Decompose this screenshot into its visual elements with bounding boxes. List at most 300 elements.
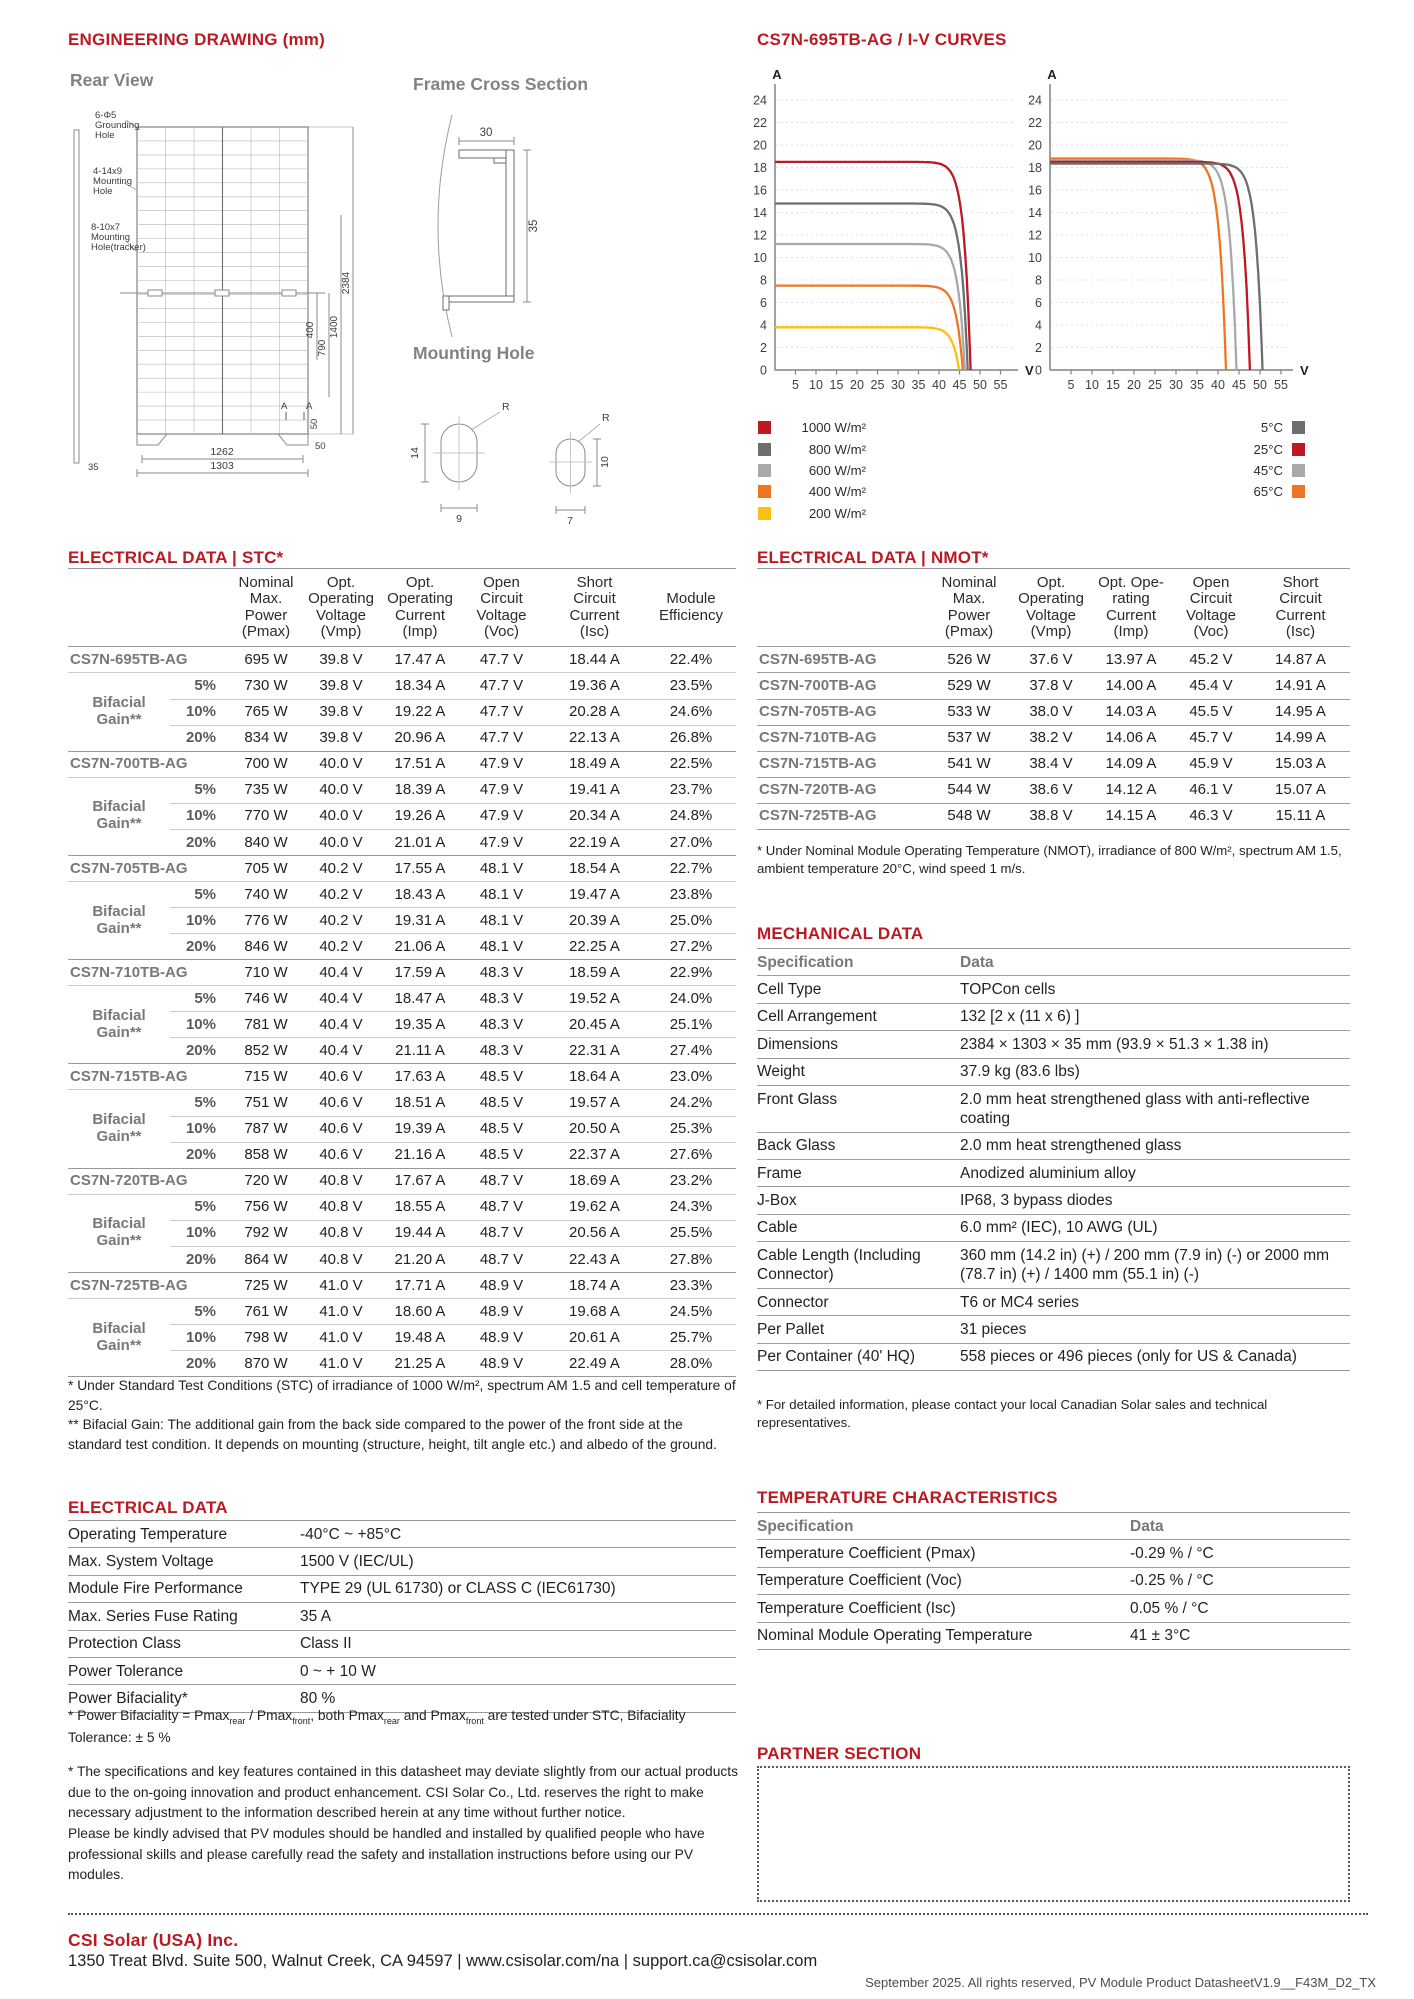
nmot-value: 15.03 A (1251, 751, 1350, 777)
stc-value: 47.9 V (460, 803, 543, 829)
legend-swatch (758, 443, 771, 456)
spec-row (757, 1058, 1350, 1085)
iv-chart-irradiance (753, 67, 1034, 392)
callout-tracker: 8-10x7 (91, 222, 121, 233)
spec-row (757, 1132, 1350, 1159)
legend-swatch (758, 421, 771, 434)
stc-column-header: Module Efficiency (646, 569, 736, 647)
stc-value: 48.9 V (460, 1325, 543, 1351)
spec-label: Cell Arrangement (757, 1003, 960, 1030)
stc-value: 776 W (230, 908, 302, 934)
nmot-value: 14.03 A (1091, 699, 1171, 725)
nmot-value: 46.3 V (1171, 803, 1251, 829)
footer-company: CSI Solar (USA) Inc. (68, 1930, 239, 1950)
y-tick-label: 18 (753, 161, 767, 175)
y-tick-label: 14 (1028, 206, 1042, 220)
model-name: CS7N-710TB-AG (757, 725, 927, 751)
iv-curve (775, 327, 959, 370)
stc-value: 19.48 A (380, 1325, 460, 1351)
y-tick-label: 6 (1035, 296, 1042, 310)
dim-2384: 2384 (341, 271, 352, 295)
nmot-value: 45.5 V (1171, 699, 1251, 725)
stc-value: 47.7 V (460, 673, 543, 699)
x-tick-label: 25 (1148, 378, 1162, 392)
spec-value: 132 [2 x (11 x 6) ] (960, 1003, 1350, 1030)
gain-percent: 20% (170, 1038, 230, 1064)
nmot-value: 14.87 A (1251, 647, 1350, 673)
stc-value: 48.5 V (460, 1116, 543, 1142)
gain-percent: 20% (170, 829, 230, 855)
nmot-header-row (757, 569, 1350, 647)
stc-value: 21.16 A (380, 1142, 460, 1168)
x-tick-label: 10 (809, 378, 823, 392)
nmot-value: 37.6 V (1011, 647, 1091, 673)
spec-header-row (757, 1513, 1350, 1540)
nmot-value: 45.7 V (1171, 725, 1251, 751)
model-name: CS7N-695TB-AG (757, 647, 927, 673)
stc-value: 695 W (230, 647, 302, 673)
stc-value: 710 W (230, 960, 302, 986)
stc-value: 18.44 A (543, 647, 646, 673)
spec-value: 31 pieces (960, 1316, 1350, 1343)
legend-item (1155, 481, 1305, 502)
stc-value: 700 W (230, 751, 302, 777)
nmot-value: 45.9 V (1171, 751, 1251, 777)
nmot-value: 38.8 V (1011, 803, 1091, 829)
electrical-table (68, 1520, 736, 1713)
stc-value: 840 W (230, 829, 302, 855)
stc-value: 22.49 A (543, 1351, 646, 1377)
stc-value: 23.2% (646, 1168, 736, 1194)
x-tick-label: 55 (1274, 378, 1288, 392)
temperature-table-container (757, 1512, 1350, 1650)
stc-value: 20.56 A (543, 1220, 646, 1246)
spec-row (757, 1622, 1350, 1649)
stc-value: 22.37 A (543, 1142, 646, 1168)
nmot-row (757, 673, 1350, 699)
spec-row (757, 1316, 1350, 1343)
spec-row (757, 1595, 1350, 1622)
model-name: CS7N-700TB-AG (757, 673, 927, 699)
stc-value: 20.34 A (543, 803, 646, 829)
stc-value: 751 W (230, 1090, 302, 1116)
gain-percent: 10% (170, 1325, 230, 1351)
nmot-value: 14.12 A (1091, 777, 1171, 803)
gain-percent: 10% (170, 908, 230, 934)
model-name: CS7N-695TB-AG (68, 647, 230, 673)
y-tick-label: 4 (760, 318, 767, 333)
bifacial-gain-label: Bifacial Gain** (68, 1298, 170, 1376)
gain-percent: 10% (170, 1012, 230, 1038)
stc-value: 25.5% (646, 1220, 736, 1246)
dim-30: 30 (479, 127, 493, 139)
frame-cross-profile (443, 150, 514, 310)
nmot-value: 13.97 A (1091, 647, 1171, 673)
stc-value: 26.8% (646, 725, 736, 751)
stc-value: 22.13 A (543, 725, 646, 751)
nmot-value: 46.1 V (1171, 777, 1251, 803)
stc-value: 19.41 A (543, 777, 646, 803)
spec-value: 1500 V (IEC/UL) (300, 1548, 736, 1575)
nmot-value: 537 W (927, 725, 1011, 751)
stc-value: 705 W (230, 855, 302, 881)
stc-value: 23.0% (646, 1064, 736, 1090)
spec-row (68, 1603, 736, 1630)
stc-value: 47.9 V (460, 751, 543, 777)
stc-value: 17.55 A (380, 855, 460, 881)
legend-label: 25°C (1253, 441, 1283, 457)
dim-50a: 50 (309, 418, 320, 430)
stc-header-row (68, 569, 736, 647)
iv-curves-title: CS7N-695TB-AG / I-V CURVES (757, 30, 1007, 49)
stc-value: 770 W (230, 803, 302, 829)
stc-value: 48.7 V (460, 1194, 543, 1220)
stc-value: 864 W (230, 1246, 302, 1272)
spec-value: 80 % (300, 1685, 736, 1712)
side-profile (74, 130, 79, 463)
nmot-value: 45.4 V (1171, 673, 1251, 699)
model-name: CS7N-715TB-AG (757, 751, 927, 777)
svg-text:Mounting: Mounting (93, 176, 133, 187)
model-name: CS7N-725TB-AG (757, 803, 927, 829)
stc-value: 24.6% (646, 699, 736, 725)
gain-percent: 20% (170, 1246, 230, 1272)
stc-value: 22.19 A (543, 829, 646, 855)
stc-value: 17.67 A (380, 1168, 460, 1194)
svg-text:Mounting: Mounting (91, 232, 131, 243)
legend-label: 5°C (1260, 420, 1283, 436)
stc-value: 40.0 V (302, 751, 380, 777)
gain-percent: 5% (170, 881, 230, 907)
stc-value: 40.0 V (302, 777, 380, 803)
x-tick-label: 20 (850, 378, 864, 392)
spec-label: Connector (757, 1288, 960, 1315)
nmot-column-header: Nominal Max. Power (Pmax) (927, 569, 1011, 647)
stc-value: 48.1 V (460, 881, 543, 907)
x-tick-label: 10 (1085, 378, 1099, 392)
nmot-column-header: Short Circuit Current (Isc) (1251, 569, 1350, 647)
stc-value: 27.2% (646, 934, 736, 960)
stc-value: 48.7 V (460, 1246, 543, 1272)
y-tick-label: 12 (1028, 228, 1042, 243)
x-tick-label: 30 (1169, 378, 1183, 392)
frame-cross-section-label: Frame Cross Section (413, 74, 589, 94)
y-tick-label: 20 (753, 138, 767, 153)
spec-column-header: Specification (757, 953, 854, 971)
y-axis-unit: A (1047, 67, 1057, 82)
nmot-value: 541 W (927, 751, 1011, 777)
spec-value: 0 ~ + 10 W (300, 1658, 736, 1685)
stc-heading: ELECTRICAL DATA | STC* (68, 548, 284, 567)
stc-value: 48.5 V (460, 1064, 543, 1090)
stc-value: 765 W (230, 699, 302, 725)
section-mark-a1: A (281, 401, 288, 412)
mounting-hole-label: Mounting Hole (413, 343, 535, 363)
stc-value: 715 W (230, 1064, 302, 1090)
stc-value: 19.47 A (543, 881, 646, 907)
stc-value: 17.59 A (380, 960, 460, 986)
stc-value: 25.3% (646, 1116, 736, 1142)
spec-label: Temperature Coefficient (Isc) (757, 1595, 1130, 1622)
stc-footnotes (68, 1376, 736, 1454)
disclaimer-paragraph: * The specifications and key features contained in this datasheet may deviate slightly from our actual products due to the on-going innovation and product enhancement. CSI Solar Co., Ltd. reserves the right to make necessary adjustment to the information described herein at any time without further notice. (68, 1764, 739, 1821)
footer-address: 1350 Treat Blvd. Suite 500, Walnut Creek, CA 94597 | www.csisolar.com/na | support.ca@csisolar.com (68, 1952, 818, 1970)
stc-value: 740 W (230, 881, 302, 907)
dim-50b: 50 (315, 441, 326, 452)
spec-value: 2.0 mm heat strengthened glass with anti-reflective coating (960, 1086, 1350, 1133)
stc-value: 40.2 V (302, 908, 380, 934)
nmot-value: 37.8 V (1011, 673, 1091, 699)
legend-item (1155, 460, 1305, 481)
svg-text:Hole(tracker): Hole(tracker) (91, 242, 146, 253)
spec-value: 41 ± 3°C (1130, 1622, 1350, 1649)
legend-swatch (758, 464, 771, 477)
dim-35: 35 (88, 462, 99, 473)
stc-value: 20.39 A (543, 908, 646, 934)
stc-value: 834 W (230, 725, 302, 751)
stc-value: 20.50 A (543, 1116, 646, 1142)
nmot-value: 15.11 A (1251, 803, 1350, 829)
footer-divider (68, 1913, 1368, 1915)
stc-value: 23.7% (646, 777, 736, 803)
legend-swatch (758, 507, 771, 520)
nmot-table-container (757, 568, 1350, 830)
y-tick-label: 16 (753, 183, 767, 198)
section-mark-a2: A (306, 401, 313, 412)
spec-header-row (757, 949, 1350, 976)
electrical-footnote: * Power Bifaciality = Pmax$_{rear}$ / Pmax$_{front}$, both Pmax$_{rear}$ and Pmax$_{front}$ are tested under STC, Bifaciality Tolerance: ± 5 % (68, 1708, 686, 1745)
stc-value: 18.43 A (380, 881, 460, 907)
mechanical-table (757, 948, 1350, 1371)
spec-label: Power Tolerance (68, 1658, 300, 1685)
nmot-column-header: Opt. Operating Voltage (Vmp) (1011, 569, 1091, 647)
stc-value: 22.4% (646, 647, 736, 673)
stc-value: 19.36 A (543, 673, 646, 699)
y-tick-label: 12 (753, 228, 767, 243)
spec-row (757, 1343, 1350, 1370)
callout-grounding: 6-Φ5 (95, 110, 117, 121)
stc-value: 47.7 V (460, 647, 543, 673)
stc-table (68, 568, 736, 1377)
stc-value: 20.28 A (543, 699, 646, 725)
stc-model-row (68, 1272, 736, 1298)
x-tick-label: 50 (1253, 378, 1267, 392)
spec-value: IP68, 3 bypass diodes (960, 1187, 1350, 1214)
stc-value: 40.6 V (302, 1064, 380, 1090)
stc-value: 19.35 A (380, 1012, 460, 1038)
spec-label: Module Fire Performance (68, 1575, 300, 1602)
stc-table-container (68, 568, 736, 1377)
stc-model-row (68, 855, 736, 881)
stc-gain-row (68, 777, 736, 803)
x-tick-label: 45 (952, 378, 967, 392)
spec-row (68, 1575, 736, 1602)
x-tick-label: 55 (993, 378, 1008, 392)
spec-label: Dimensions (757, 1031, 960, 1058)
x-tick-label: 45 (1232, 378, 1246, 392)
gain-percent: 10% (170, 803, 230, 829)
y-tick-label: 6 (760, 296, 767, 310)
spec-value: Class II (300, 1630, 736, 1657)
stc-value: 27.0% (646, 829, 736, 855)
iv-chart-temperature (1028, 67, 1309, 392)
nmot-value: 548 W (927, 803, 1011, 829)
stc-value: 47.9 V (460, 777, 543, 803)
gain-percent: 20% (170, 934, 230, 960)
iv-curve (775, 162, 971, 370)
svg-text:Grounding: Grounding (95, 120, 140, 131)
stc-value: 725 W (230, 1272, 302, 1298)
stc-value: 846 W (230, 934, 302, 960)
bifacial-gain-label: Bifacial Gain** (68, 881, 170, 959)
stc-value: 39.8 V (302, 647, 380, 673)
stc-value: 48.9 V (460, 1351, 543, 1377)
spec-label: Max. System Voltage (68, 1548, 300, 1575)
x-tick-label: 25 (870, 378, 885, 392)
spec-label: Max. Series Fuse Rating (68, 1603, 300, 1630)
mechanical-heading: MECHANICAL DATA (757, 924, 924, 943)
radius-label-1: R (502, 401, 510, 413)
temperature-legend (1155, 417, 1305, 503)
spec-row (68, 1630, 736, 1657)
spec-value: T6 or MC4 series (960, 1288, 1350, 1315)
stc-value: 47.7 V (460, 699, 543, 725)
stc-value: 21.01 A (380, 829, 460, 855)
y-tick-label: 14 (753, 206, 767, 220)
stc-value: 858 W (230, 1142, 302, 1168)
gain-percent: 5% (170, 777, 230, 803)
model-name: CS7N-720TB-AG (757, 777, 927, 803)
callout-mounting: 4-14x9 (93, 166, 123, 177)
stc-value: 761 W (230, 1298, 302, 1324)
model-name: CS7N-705TB-AG (757, 699, 927, 725)
y-tick-label: 8 (760, 273, 767, 288)
x-tick-label: 15 (1106, 378, 1120, 392)
stc-value: 40.2 V (302, 881, 380, 907)
spec-row (68, 1548, 736, 1575)
nmot-value: 526 W (927, 647, 1011, 673)
dim-7: 7 (567, 515, 573, 527)
nmot-value: 45.2 V (1171, 647, 1251, 673)
disclaimer-paragraph: Please be kindly advised that PV modules should be handled and installed by qualified people who have professional skills and please carefully read the safety and installation instructions before using our PV modules. (68, 1826, 705, 1883)
stc-value: 48.1 V (460, 934, 543, 960)
stc-value: 25.1% (646, 1012, 736, 1038)
stc-value: 720 W (230, 1168, 302, 1194)
spec-row (757, 1086, 1350, 1133)
stc-value: 48.7 V (460, 1168, 543, 1194)
nmot-value: 38.6 V (1011, 777, 1091, 803)
legend-label: 45°C (1253, 462, 1283, 478)
legend-label: 65°C (1253, 484, 1283, 500)
spec-label: J-Box (757, 1187, 960, 1214)
electrical-heading: ELECTRICAL DATA (68, 1498, 228, 1517)
stc-column-header: Opt. Operating Current (Imp) (380, 569, 460, 647)
stc-column-header: Nominal Max. Power (Pmax) (230, 569, 302, 647)
spec-row (757, 1242, 1350, 1289)
stc-model-row (68, 1168, 736, 1194)
rear-view-label: Rear View (70, 70, 154, 90)
gain-percent: 5% (170, 673, 230, 699)
stc-value: 23.3% (646, 1272, 736, 1298)
footer-meta: September 2025. All rights reserved, PV Module Product DatasheetV1.9__F43M_D2_TX (865, 1975, 1376, 1990)
nmot-value: 14.99 A (1251, 725, 1350, 751)
spec-value: 2384 × 1303 × 35 mm (93.9 × 51.3 × 1.38 in) (960, 1031, 1350, 1058)
bifacial-gain-label: Bifacial Gain** (68, 1090, 170, 1168)
temperature-table (757, 1512, 1350, 1650)
stc-value: 39.8 V (302, 699, 380, 725)
spec-value: 558 pieces or 496 pieces (only for US & Canada) (960, 1343, 1350, 1370)
stc-gain-row (68, 986, 736, 1012)
stc-value: 25.7% (646, 1325, 736, 1351)
legend-label: 400 W/m² (808, 484, 866, 500)
stc-value: 792 W (230, 1220, 302, 1246)
x-tick-label: 40 (932, 378, 946, 392)
stc-value: 40.4 V (302, 986, 380, 1012)
stc-value: 40.2 V (302, 934, 380, 960)
stc-value: 23.5% (646, 673, 736, 699)
y-tick-label: 22 (753, 116, 767, 130)
spec-column-header: Data (960, 953, 994, 971)
spec-value: TOPCon cells (960, 976, 1350, 1003)
stc-value: 18.60 A (380, 1298, 460, 1324)
stc-model-row (68, 751, 736, 777)
radius-label-2: R (602, 412, 610, 424)
spec-value: Anodized aluminium alloy (960, 1160, 1350, 1187)
y-tick-label: 2 (1035, 341, 1042, 355)
stc-value: 17.47 A (380, 647, 460, 673)
stc-value: 40.2 V (302, 855, 380, 881)
spec-label: Per Pallet (757, 1316, 960, 1343)
stc-column-header: Open Circuit Voltage (Voc) (460, 569, 543, 647)
iv-curves-chart (740, 60, 1370, 405)
spec-row (757, 1540, 1350, 1567)
dim-10: 10 (599, 456, 611, 468)
iv-curve (1050, 162, 1250, 370)
dim-400: 400 (305, 321, 316, 339)
stc-value: 40.0 V (302, 803, 380, 829)
stc-value: 41.0 V (302, 1325, 380, 1351)
gain-percent: 20% (170, 1351, 230, 1377)
y-tick-label: 0 (1035, 363, 1042, 378)
spec-label: Front Glass (757, 1086, 960, 1133)
spec-column-header: Data (1130, 1517, 1164, 1535)
x-tick-label: 15 (829, 378, 844, 392)
svg-text:Hole: Hole (95, 130, 115, 141)
gain-percent: 10% (170, 1220, 230, 1246)
stc-value: 48.3 V (460, 1038, 543, 1064)
gain-percent: 10% (170, 699, 230, 725)
dim-1303: 1303 (210, 460, 234, 472)
spec-row (757, 1031, 1350, 1058)
stc-value: 19.57 A (543, 1090, 646, 1116)
stc-value: 22.7% (646, 855, 736, 881)
stc-value: 40.4 V (302, 960, 380, 986)
stc-value: 22.31 A (543, 1038, 646, 1064)
stc-value: 735 W (230, 777, 302, 803)
nmot-row (757, 699, 1350, 725)
y-tick-label: 16 (1028, 183, 1042, 198)
stc-value: 39.8 V (302, 673, 380, 699)
svg-text:Hole: Hole (93, 186, 113, 197)
stc-value: 18.64 A (543, 1064, 646, 1090)
stc-value: 18.49 A (543, 751, 646, 777)
spec-value: -0.29 % / °C (1130, 1540, 1350, 1567)
nmot-column-header: Opt. Ope- rating Current (Imp) (1091, 569, 1171, 647)
footnote-line: * Under Standard Test Conditions (STC) of irradiance of 1000 W/m², spectrum AM 1.5 and cell temperature of 25°C. (68, 1378, 736, 1413)
legend-item (758, 460, 866, 481)
stc-value: 22.9% (646, 960, 736, 986)
legend-item (1155, 438, 1305, 459)
